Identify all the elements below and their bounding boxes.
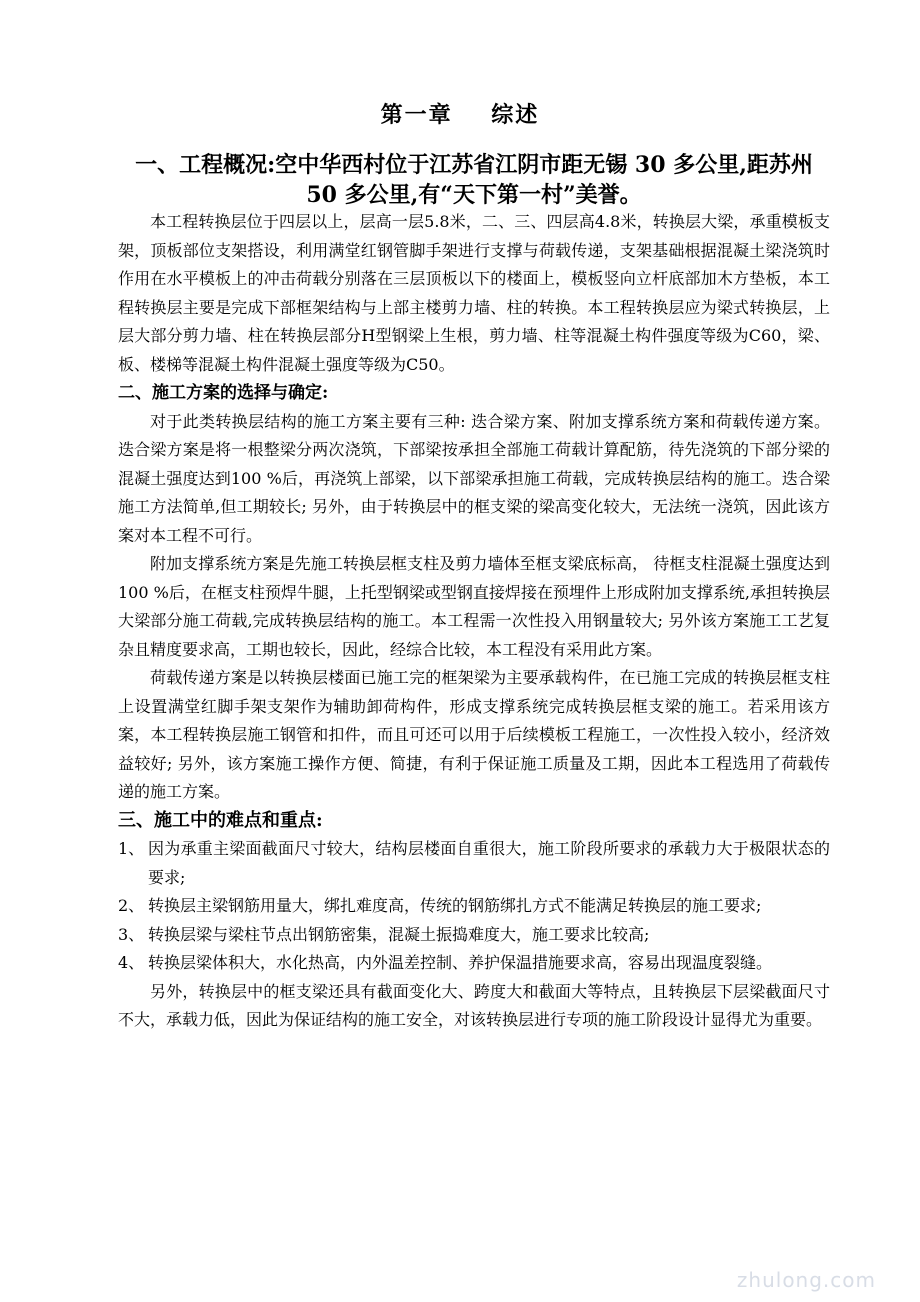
list-item [118,949,830,978]
section1-title: 一、工程概况:空中华西村位于江苏省江阴市距无锡 30 多公里,距苏州 50 多公里,有“天下第一村”美誉。 [135,152,813,208]
list-item [118,892,830,921]
list-item-number: 2、 [118,896,145,915]
list-item-text: 因为承重主梁面截面尺寸较大，结构层楼面自重很大，施工阶段所要求的承载力大于极限状态的要求; [148,839,830,887]
section2-title: 二、施工方案的选择与确定: [118,383,329,403]
list-item [118,835,830,892]
section1-paragraph: 本工程转换层位于四层以上，层高一层5.8米，二、三、四层高4.8米，转换层大梁，承重模板支架，顶板部位支架搭设，利用满堂红钢管脚手架进行支撑与荷载传递，支架基础根据混凝土梁浇筑时作用在水平模板上的冲击荷载分别落在三层顶板以下的楼面上，模板竖向立杆底部加木方垫板，本工程转换层主要是完成下部框架结构与上部主楼剪力墙、柱的转换。本工程转换层应为梁式转换层，上层大部分剪力墙、柱在转换层部分H型钢梁上生根，剪力墙、柱等混凝土构件强度等级为C60，梁、板、楼梯等混凝土构件混凝土强度等级为C50。 [118,212,830,374]
list-item [118,921,830,950]
body-text [118,208,830,1035]
section2-paragraph-1: 对于此类转换层结构的施工方案主要有三种: 迭合梁方案、附加支撑系统方案和荷载传递方案。迭合梁方案是将一根整梁分两次浇筑，下部梁按承担全部施工荷载计算配筋，待先浇筑的下部分梁的混凝土强度达到100 %后，再浇筑上部梁，以下部梁承担施工荷载，完成转换层结构的施工。迭合梁施工方法简单,但工期较长; 另外，由于转换层中的框支梁的梁高变化较大，无法统一浇筑，因此该方案对本工程不可行。 [118,411,830,545]
list-item-number: 4、 [118,953,145,972]
list-item-text: 转换层梁体积大，水化热高，内外温差控制、养护保温措施要求高，容易出现温度裂缝。 [148,953,773,972]
list-item-number: 3、 [118,924,145,944]
chapter-title: 第一章 综述 [380,102,540,128]
list-item-text: 转换层主梁钢筋用量大，绑扎难度高，传统的钢筋绑扎方式不能满足转换层的施工要求; [148,896,762,915]
section3-title: 三、施工中的难点和重点: [118,809,323,831]
list-item-text: 转换层梁与梁柱节点出钢筋密集，混凝土振捣难度大，施工要求比较高; [148,924,650,944]
list-item-number: 1、 [118,839,145,858]
section3-closing-paragraph: 另外，转换层中的框支梁还具有截面变化大、跨度大和截面大等特点，且转换层下层梁截面尺寸不大，承载力低，因此为保证结构的施工安全，对该转换层进行专项的施工阶段设计显得尤为重要。 [118,981,830,1029]
section2-paragraph-3: 荷载传递方案是以转换层楼面已施工完的框架梁为主要承载构件，在已施工完成的转换层框支柱上设置满堂红脚手架支架作为辅助卸荷构件，形成支撑系统完成转换层框支梁的施工。若采用该方案，本工程转换层施工钢管和扣件，而且可还可以用于后续模板工程施工，一次性投入较小，经济效益较好; 另外，该方案施工操作方便、简捷，有利于保证施工质量及工期，因此本工程选用了荷载传递的施工方案。 [118,668,830,801]
section2-paragraph-2: 附加支撑系统方案是先施工转换层框支柱及剪力墙体至框支梁底标高， 待框支柱混凝土强度达到100 %后，在框支柱预焊牛腿，上托型钢梁或型钢直接焊接在预埋件上形成附加支撑系统,承担转换层大梁部分施工荷载,完成转换层结构的施工。本工程需一次性投入用钢量较大; 另外该方案施工工艺复杂且精度要求高，工期也较长，因此，经综合比较，本工程没有采用此方案。 [118,554,830,659]
site-watermark: zhulong.com [736,1268,876,1292]
